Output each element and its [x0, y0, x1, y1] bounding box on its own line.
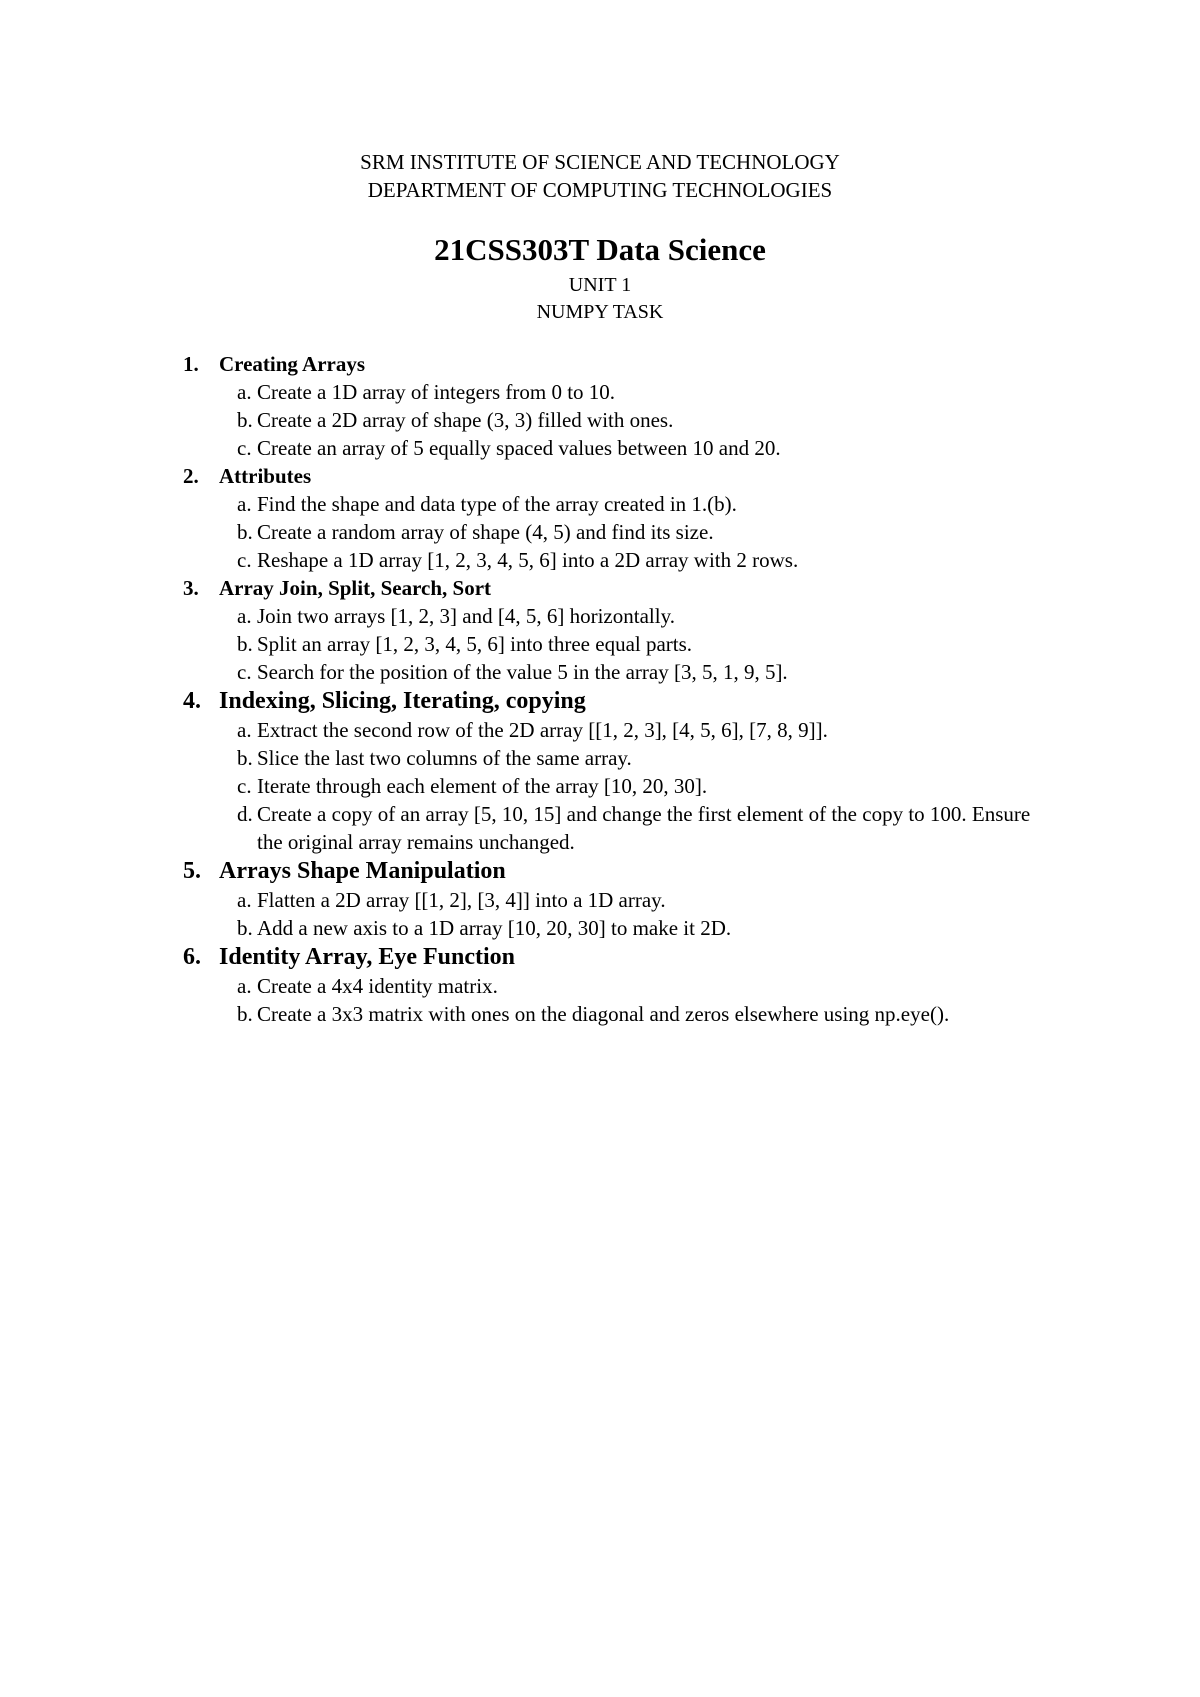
item-letter: a.	[237, 380, 252, 404]
task-item	[219, 518, 1037, 546]
task-item	[219, 772, 1037, 800]
item-text: Create an array of 5 equally spaced values between 10 and 20.	[257, 436, 781, 460]
section-number: 4.	[183, 688, 201, 714]
section-title: Creating Arrays	[219, 352, 366, 376]
item-letter: b.	[237, 746, 253, 770]
institution-header	[0, 148, 1200, 204]
task-item	[219, 406, 1037, 434]
section-number: 2.	[183, 464, 199, 488]
section-array-join-split	[183, 574, 1083, 686]
section-number: 6.	[183, 944, 201, 970]
task-item	[219, 744, 1037, 772]
institution-name: SRM INSTITUTE OF SCIENCE AND TECHNOLOGY	[360, 150, 840, 174]
department-name: DEPARTMENT OF COMPUTING TECHNOLOGIES	[367, 178, 833, 202]
section-title: Array Join, Split, Search, Sort	[219, 576, 492, 600]
item-text: Search for the position of the value 5 in the array [3, 5, 1, 9, 5].	[257, 660, 788, 684]
task-list	[183, 350, 1083, 1028]
section-attributes	[183, 462, 1083, 574]
task-items	[219, 972, 1083, 1028]
item-text: Create a 4x4 identity matrix.	[257, 974, 498, 998]
task-item	[219, 630, 1037, 658]
section-title: Identity Array, Eye Function	[219, 944, 516, 970]
task-item	[219, 972, 1037, 1000]
task-item	[219, 602, 1037, 630]
item-text: Iterate through each element of the array [10, 20, 30].	[257, 774, 708, 798]
task-item	[219, 914, 1037, 942]
section-title: Attributes	[219, 464, 312, 488]
item-letter: c.	[237, 436, 252, 460]
item-letter: a.	[237, 492, 252, 516]
task-items	[219, 716, 1083, 856]
item-text: Extract the second row of the 2D array [[1, 2, 3], [4, 5, 6], [7, 8, 9]].	[257, 718, 828, 742]
task-item	[219, 886, 1037, 914]
item-letter: b.	[237, 520, 253, 544]
task-items	[219, 602, 1083, 686]
unit-label: UNIT 1	[568, 274, 632, 296]
item-letter: b.	[237, 916, 253, 940]
task-items	[219, 490, 1083, 574]
item-letter: b.	[237, 1002, 253, 1026]
section-indexing-slicing	[183, 686, 1083, 856]
task-items	[219, 378, 1083, 462]
unit-header	[0, 272, 1200, 326]
item-letter: c.	[237, 548, 252, 572]
item-text: Create a 2D array of shape (3, 3) filled with ones.	[257, 408, 674, 432]
section-title: Indexing, Slicing, Iterating, copying	[219, 688, 586, 714]
task-item	[219, 716, 1037, 744]
section-title: Arrays Shape Manipulation	[219, 858, 506, 884]
section-identity-array	[183, 942, 1083, 1028]
task-item	[219, 490, 1037, 518]
section-creating-arrays	[183, 350, 1083, 462]
task-item	[219, 378, 1037, 406]
item-letter: c.	[237, 660, 252, 684]
task-label: NUMPY TASK	[536, 301, 664, 323]
item-text: Slice the last two columns of the same array.	[257, 746, 632, 770]
item-letter: a.	[237, 888, 252, 912]
item-letter: a.	[237, 718, 252, 742]
item-letter: a.	[237, 974, 252, 998]
item-text: Join two arrays [1, 2, 3] and [4, 5, 6] horizontally.	[257, 604, 675, 628]
item-text: Reshape a 1D array [1, 2, 3, 4, 5, 6] into a 2D array with 2 rows.	[257, 548, 799, 572]
item-text: Create a 1D array of integers from 0 to 10.	[257, 380, 616, 404]
item-letter: d.	[237, 802, 253, 826]
item-letter: b.	[237, 408, 253, 432]
item-letter: b.	[237, 632, 253, 656]
item-text: Create a random array of shape (4, 5) and find its size.	[257, 520, 714, 544]
section-number: 3.	[183, 576, 199, 600]
task-item	[219, 546, 1037, 574]
task-item	[219, 800, 1037, 856]
item-text: Find the shape and data type of the array created in 1.(b).	[257, 492, 737, 516]
item-letter: c.	[237, 774, 252, 798]
item-letter: a.	[237, 604, 252, 628]
item-text: Flatten a 2D array [[1, 2], [3, 4]] into a 1D array.	[257, 888, 666, 912]
item-text: Add a new axis to a 1D array [10, 20, 30] to make it 2D.	[257, 916, 732, 940]
item-text: Split an array [1, 2, 3, 4, 5, 6] into three equal parts.	[257, 632, 693, 656]
task-items	[219, 886, 1083, 942]
course-title: 21CSS303T Data Science	[434, 232, 766, 267]
section-number: 5.	[183, 858, 201, 884]
task-item	[219, 658, 1037, 686]
item-text: Create a copy of an array [5, 10, 15] and change the first element of the copy to 100. Ensure the original array remains unchanged.	[257, 802, 1031, 854]
section-shape-manipulation	[183, 856, 1083, 942]
task-item	[219, 434, 1037, 462]
item-text: Create a 3x3 matrix with ones on the diagonal and zeros elsewhere using np.eye().	[257, 1002, 950, 1026]
section-number: 1.	[183, 352, 199, 376]
task-item	[219, 1000, 1037, 1028]
